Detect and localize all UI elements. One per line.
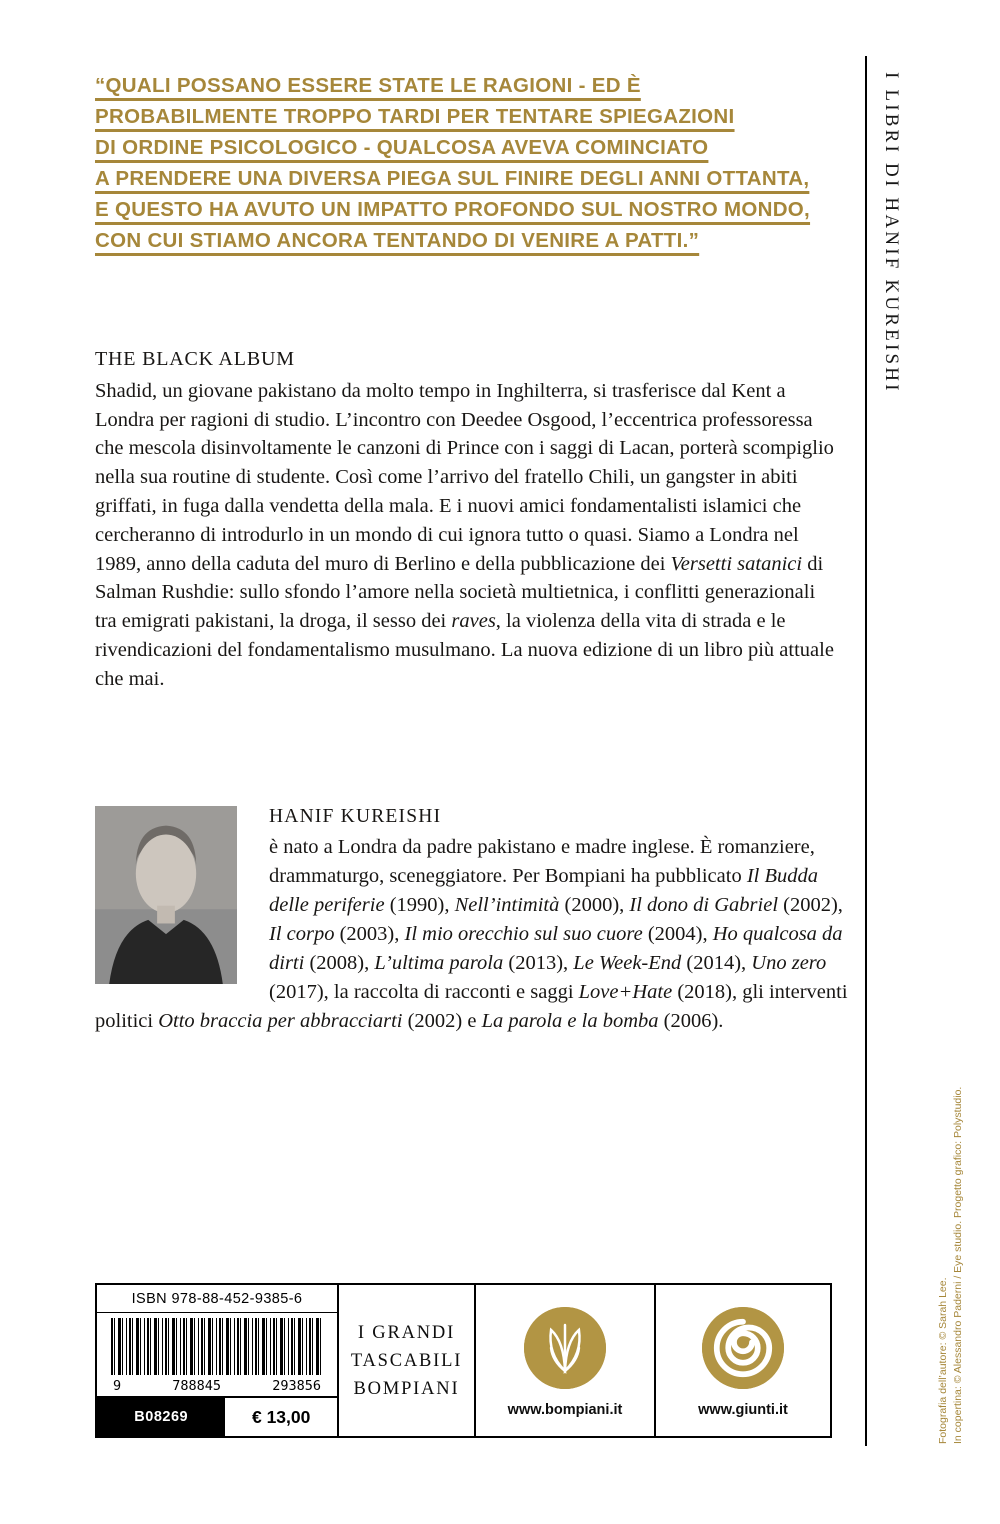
photo-cover-credits (936, 1087, 966, 1444)
spine-series-title: I LIBRI DI HANIF KUREISHI (881, 72, 902, 394)
author-section (95, 802, 855, 1036)
quote-line: E QUESTO HA AVUTO UN IMPATTO PROFONDO SUL NOSTRO MONDO, (95, 198, 811, 221)
collection-line: TASCABILI (350, 1350, 463, 1371)
quote-line: CON CUI STIAMO ANCORA TENTANDO DI VENIRE A PATTI.” (95, 229, 700, 252)
author-bio-text: è nato a Londra da padre pakistano e madre inglese. È romanziere, drammaturgo, sceneggiatore. Per Bompiani ha pubblicato Il Budda delle periferie (1990), Nell’intimità (2000), Il dono di Gabriel (2002), Il corpo (2003), Il mio orecchio sul suo cuore (2004), Ho qualcosa da dirti (2008), L’ultima parola (2013), Le Week-End (2014), Uno zero (2017), la raccolta di racconti e saggi Love+Hate (2018), gli interventi politici Otto braccia per abbracciarti (2002) e La parola e la bomba (2006). (95, 836, 848, 1032)
quote-line: A PRENDERE UNA DIVERSA PIEGA SUL FINIRE DEGLI ANNI OTTANTA, (95, 167, 810, 190)
synopsis-block (95, 345, 840, 694)
bompiani-flower-icon (524, 1307, 606, 1389)
giunti-spiral-icon (702, 1307, 784, 1389)
ean-barcode-icon (111, 1318, 323, 1375)
author-name: HANIF KUREISHI (269, 806, 442, 827)
quote-line: “QUALI POSSANO ESSERE STATE LE RAGIONI - ED È (95, 74, 641, 97)
ean-digits (111, 1375, 323, 1394)
footer-strip (95, 1283, 832, 1438)
giunti-section (654, 1285, 830, 1436)
author-photo (95, 806, 237, 984)
quote-line: DI ORDINE PSICOLOGICO - QUALCOSA AVEVA COMINCIATO (95, 136, 709, 159)
vertical-divider-rule (865, 56, 867, 1446)
price-label: € 13,00 (251, 1406, 311, 1427)
book-title: THE BLACK ALBUM (95, 348, 295, 370)
credit-cover-design: In copertina: © Alessandro Paderni / Eye studio. Progetto grafico: Polystudio. (952, 1086, 964, 1444)
credit-photography: Fotografia dell’autore: © Sarah Lee. (937, 1277, 949, 1444)
bompiani-url: www.bompiani.it (507, 1402, 623, 1418)
ean-digit-group2: 293856 (272, 1378, 321, 1394)
edition-code-badge: B08269 (97, 1398, 225, 1436)
bompiani-section (474, 1285, 654, 1436)
collection-line: I GRANDI (357, 1322, 456, 1343)
ean-digit-group1: 788845 (172, 1378, 222, 1394)
synopsis-text: Shadid, un giovane pakistano da molto tempo in Inghilterra, si trasferisce dal Kent a Londra per ragioni di studio. L’incontro con Deedee Osgood, l’eccentrica professoressa che mescola disinvoltamente le canzoni di Prince con i saggi di Lacan, porterà scompiglio nella sua routine di studente. Così come l’arrivo del fratello Chili, un gangster in abiti griffati, in fuga dalla vendetta della mala. E i nuovi amici fondamentalisti islamici che cercheranno di introdurlo in un mondo di cui ignora tutto o quasi. Siamo a Londra nel 1989, anno della caduta del muro di Berlino e della pubblicazione dei Versetti satanici di Salman Rushdie: sullo sfondo l’amore nella società multietnica, i conflitti generazionali tra emigrati pakistani, la droga, il sesso dei raves, la violenza della vita di strada e le rivendicazioni del fondamentalismo musulmano. La nuova edizione di un libro più attuale che mai. (95, 379, 834, 690)
pull-quote (95, 70, 860, 256)
isbn-label: ISBN 978-88-452-9385-6 (97, 1285, 337, 1313)
giunti-url: www.giunti.it (698, 1402, 788, 1418)
author-portrait-image (95, 806, 237, 984)
quote-line: PROBABILMENTE TROPPO TARDI PER TENTARE SPIEGAZIONI (95, 105, 735, 128)
price-row (97, 1396, 337, 1436)
barcode-zone (97, 1313, 337, 1396)
collection-line: BOMPIANI (353, 1378, 460, 1399)
ean-digit-first: 9 (113, 1378, 122, 1394)
barcode-section (97, 1285, 337, 1436)
collection-name (337, 1285, 474, 1436)
